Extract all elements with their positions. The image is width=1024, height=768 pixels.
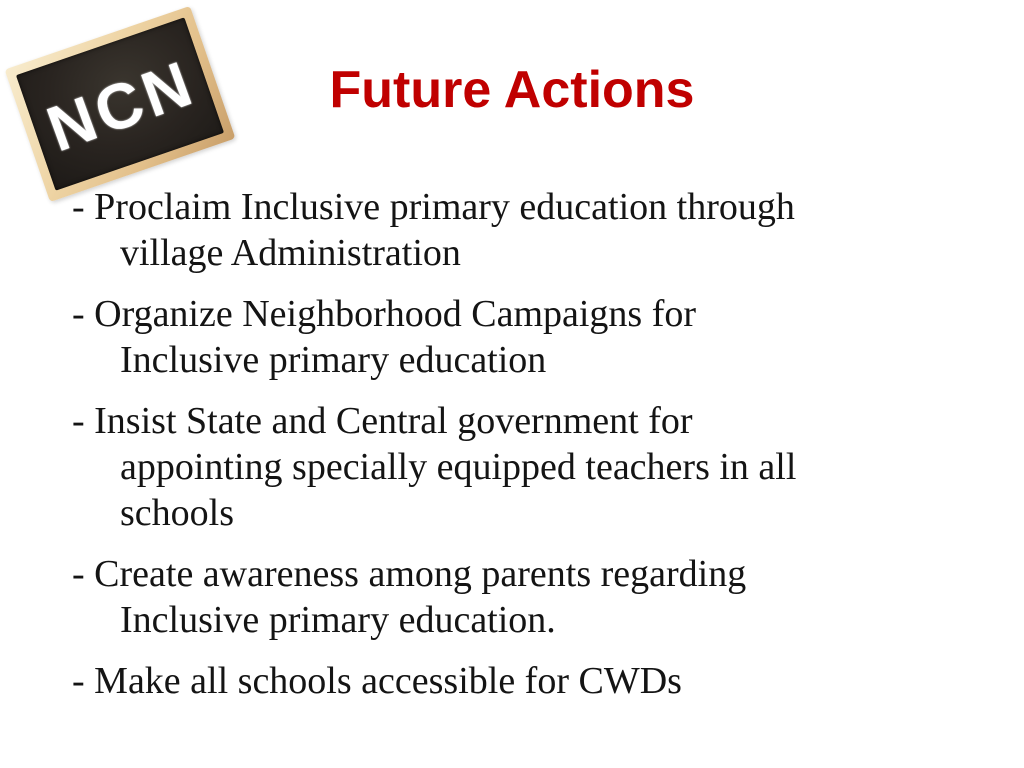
bullet-item [72,551,1002,643]
bullet-item [72,398,1002,536]
bullet-line: village Administration [120,232,461,274]
bullet-line: - Make all schools accessible for CWDs [72,660,682,702]
bullet-line: appointing specially equipped teachers in all [120,446,797,488]
bullet-line: Inclusive primary education [120,339,547,381]
bullet-line: - Organize Neighborhood Campaigns for [72,293,697,335]
bullet-line: Inclusive primary education. [120,599,556,641]
bullet-line: - Proclaim Inclusive primary education through [72,186,795,228]
bullet-line: - Insist State and Central government for [72,400,693,442]
bullet-line: schools [120,492,234,534]
slide-title: Future Actions [329,61,695,119]
ncn-logo-text: NCN [37,46,204,166]
bullet-item [72,291,1002,383]
bullet-item [72,658,1002,704]
bullet-item [72,184,1002,276]
bullet-list [72,184,1002,719]
bullet-line: - Create awareness among parents regarding [72,553,747,595]
